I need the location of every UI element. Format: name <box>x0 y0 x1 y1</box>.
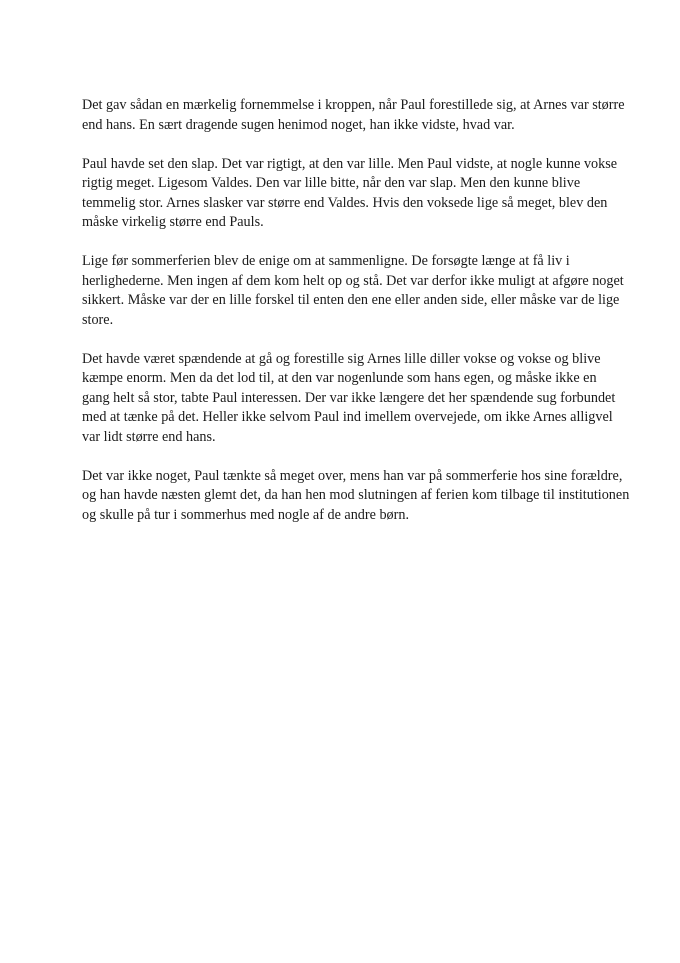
text-line: rigtig meget. Ligesom Valdes. Den var lille bitte, når den var slap. Men den kunne blive <box>82 175 581 191</box>
paragraph-2 <box>82 155 618 233</box>
text-line: end hans. En sært dragende sugen henimod noget, han ikke vidste, hvad var. <box>82 116 515 133</box>
text-line: og skulle på tur i sommerhus med nogle af de andre børn. <box>82 506 410 523</box>
paragraph-1 <box>82 96 625 135</box>
text-line: temmelig stor. Arnes slasker var større end Valdes. Hvis den voksede lige så meget, blev den <box>82 194 608 211</box>
text-line: Paul havde set den slap. Det var rigtigt, at den var lille. Men Paul vidste, at nogle kunne vokse <box>82 155 618 172</box>
text-line: store. <box>82 311 114 328</box>
text-line: Det gav sådan en mærkelig fornemmelse i kroppen, når Paul forestillede sig, at Arnes var større <box>82 97 625 113</box>
text-line: kæmpe enorm. Men da det lod til, at den var nogenlunde som hans egen, og måske ikke en <box>82 370 597 386</box>
text-line: Det havde været spændende at gå og forestille sig Arnes lille diller vokse og vokse og blive <box>82 350 601 367</box>
text-line: og han havde næsten glemt det, da han hen mod slutningen af ferien kom tilbage til institutionen <box>82 487 630 503</box>
text-line: sikkert. Måske var der en lille forskel til enten den ene eller anden side, eller måske var de lige <box>82 292 620 308</box>
paragraph-5 <box>82 467 630 526</box>
paragraph-4 <box>82 350 616 448</box>
text-line: Lige før sommerferien blev de enige om at sammenligne. De forsøgte længe at få liv i <box>82 253 570 269</box>
paragraph-3 <box>82 252 624 330</box>
text-line: måske virkelig større end Pauls. <box>82 214 264 230</box>
text-line: Det var ikke noget, Paul tænkte så meget over, mens han var på sommerferie hos sine forældre, <box>82 467 623 484</box>
text-line: var lidt større end hans. <box>82 428 216 445</box>
text-line: med at tænke på det. Heller ikke selvom Paul ind imellem overvejede, om ikke Arnes alligvel <box>82 409 613 425</box>
text-line: herlighederne. Men ingen af dem kom helt op og stå. Det var derfor ikke muligt at afgøre noget <box>82 272 624 289</box>
document-body <box>82 96 630 545</box>
text-line: gang helt så stor, tabte Paul interessen. Der var ikke længere det her spændende sug forbundet <box>82 389 616 406</box>
